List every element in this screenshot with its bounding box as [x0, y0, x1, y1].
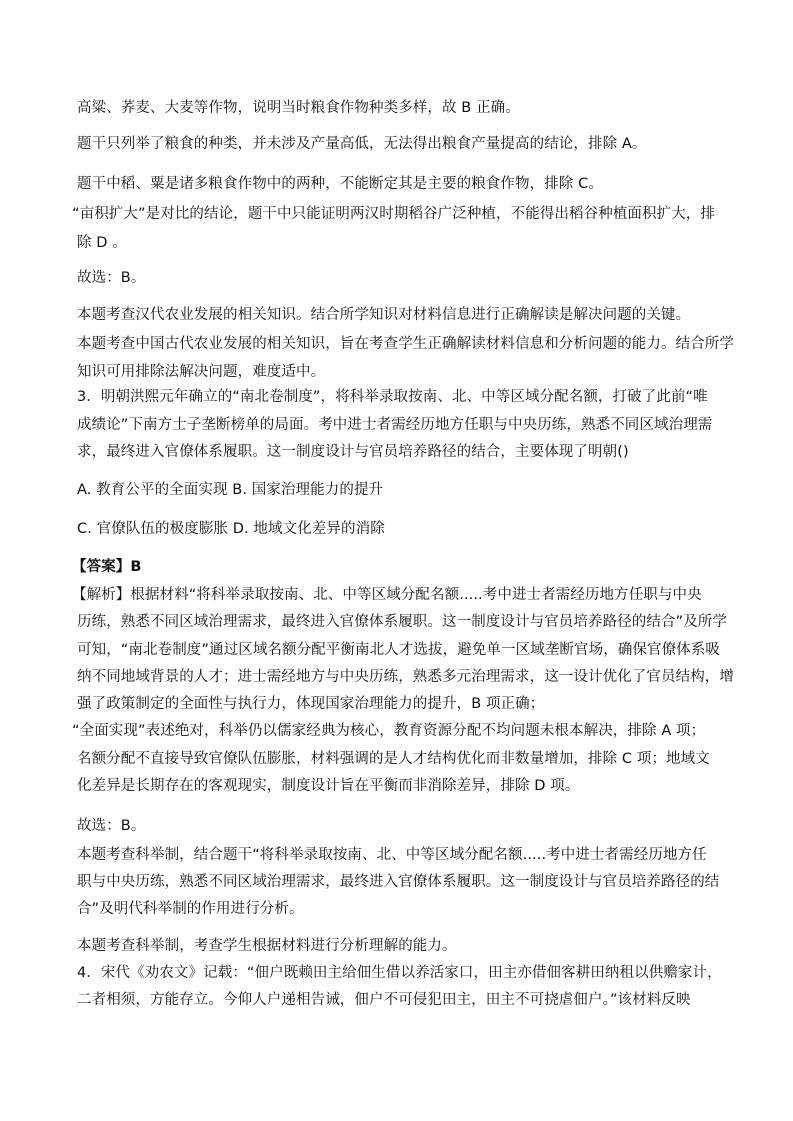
text-line: 故选：B。 [77, 818, 146, 834]
text-line: 题干中稻、粟是诸多粮食作物中的两种，不能断定其是主要的粮食作物，排除 C。 [77, 176, 603, 192]
analysis-line: 【解析】根据材料“将科举录取按南、北、中等区域分配名额.....考中进士者需经历地方任职与中央 [72, 587, 702, 603]
text-line: “亩积扩大”是对比的结论，题干中只能证明两汉时期稻谷广泛种植，不能得出稻谷种植面积扩大，排 [72, 206, 716, 222]
text-line: 纳不同地域背景的人才；进士需经地方与中央历练，熟悉多元治理需求，这一设计优化了官员结构，增 [77, 669, 734, 685]
text-line: 职与中央历练，熟悉不同区域治理需求，最终进入官僚体系履职。这一制度设计与官员培养路径的结 [77, 874, 720, 890]
text-line: 强了政策制定的全面性与执行力，体现国家治理能力的提升，B 项正确； [77, 696, 545, 712]
question-4-stem: 4．宋代《劝农文》记载：“佃户既赖田主给佃生借以养活家口，田主亦借佃客耕田纳租以供赡家计， [77, 965, 722, 981]
text-line: 高粱、荞麦、大麦等作物，说明当时粮食作物种类多样，故 B 正确。 [77, 100, 520, 116]
text-line: 合”及明代科举制的作用进行分析。 [77, 901, 304, 917]
options-ab: A. 教育公平的全面实现 B. 国家治理能力的提升 [77, 482, 384, 498]
text-line: 名额分配不直接导致官僚队伍膨胀，材料强调的是人才结构优化而非数量增加，排除 C 项；地域文 [77, 751, 710, 767]
text-line: 本题考查汉代农业发展的相关知识。结合所学知识对材料信息进行正确解读是解决问题的关键。 [77, 307, 691, 323]
text-line: 本题考查科举制，结合题干“将科举录取按南、北、中等区域分配名额.....考中进士者需经历地方任 [77, 847, 707, 863]
answer-label: 【答案】B [72, 559, 142, 575]
text-line: “全面实现”表述绝对，科举仍以儒家经典为核心，教育资源分配不均问题未根本解决，排除 A 项； [72, 723, 706, 739]
text-line: 求，最终进入官僚体系履职。这一制度设计与官员培养路径的结合，主要体现了明朝() [77, 444, 629, 460]
text-line: 本题考查中国古代农业发展的相关知识，旨在考查学生正确解读材料信息和分析问题的能力。结合所学 [77, 336, 734, 352]
text-line: 二者相须，方能存立。今仰人户递相告诫，佃户不可侵犯田主，田主不可挠虐佃户。”该材料反映 [77, 992, 691, 1008]
text-line: 题干只列举了粮食的种类，并未涉及产量高低，无法得出粮食产量提高的结论，排除 A。 [77, 136, 647, 152]
text-line: 知识可用排除法解决问题，难度适中。 [77, 364, 326, 380]
text-line: 本题考查科举制，考查学生根据材料进行分析理解的能力。 [77, 938, 457, 954]
text-line: 成绩论”下南方士子垄断榜单的局面。考中进士者需经历地方任职与中央历练，熟悉不同区域治理需 [77, 417, 713, 433]
text-line: 化差异是长期存在的客观现实，制度设计旨在平衡而非消除差异，排除 D 项。 [77, 778, 580, 794]
options-cd: C. 官僚队伍的极度膨胀 D. 地域文化差异的消除 [77, 521, 385, 537]
text-line: 除 D 。 [77, 235, 127, 251]
text-line: 可知，“南北卷制度”通过区域名额分配平衡南北人才选拔，避免单一区域垄断官场，确保官僚体系吸 [77, 642, 721, 658]
question-3-stem: 3．明朝洪熙元年确立的“南北卷制度”，将科举录取按南、北、中等区域分配名额，打破了此前“唯 [77, 389, 708, 405]
text-line: 历练，熟悉不同区域治理需求，最终进入官僚体系履职。这一制度设计与官员培养路径的结合”及所学 [77, 614, 728, 630]
text-line: 故选：B。 [77, 270, 146, 286]
